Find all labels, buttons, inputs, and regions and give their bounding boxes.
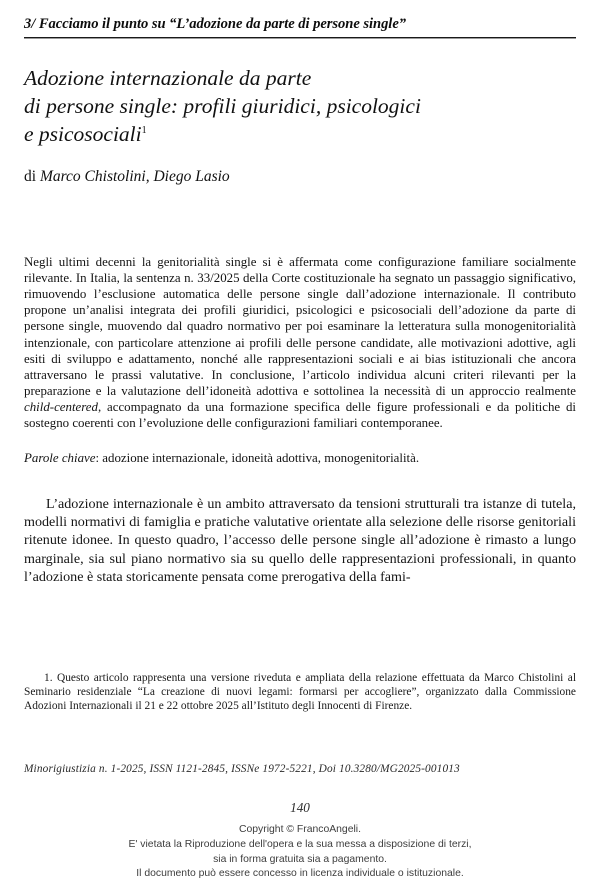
running-header: 3/ Facciamo il punto su “L’adozione da parte di persone single” (24, 16, 406, 32)
byline-authors: Marco Chistolini, Diego Lasio (39, 167, 230, 185)
abstract-part-1: Negli ultimi decenni la genitorialità single si è affermata come configurazione familiare socialmente rilevante. In Italia, la sentenza n. 33/2025 della Corte costituzionale ha segnato un passaggio significativo, rimuovendo l’esclusione automatica delle persone single dall’adozione internazionale. Il contributo propone un’analisi integrata dei profili giuridici, psicologici e psicosociali dell’adozione da parte di persone single, muovendo dal quadro normativo per poi esaminare la letteratura sulla monogenitorialità intenzionale, con particolare attenzione ai profili delle persone candidate, alle motivazioni adottive, agli esiti di sviluppo e adattamento, nonché alle rappresentazioni sociali e ai bias istituzionali che ancora attraversano le prassi valutative. In conclusione, l’articolo individua alcuni criteri rilevanti per la preparazione e la valutazione dell’idoneità adottiva e sottolinea la necessità di un approccio realmente (24, 254, 576, 399)
keywords-separator: : (95, 450, 103, 465)
byline (24, 168, 576, 186)
keywords-label: Parole chiave (24, 450, 96, 465)
copyright-line-1: Copyright © FrancoAngeli. (238, 824, 361, 835)
copyright-line-4: Il documento può essere concesso in licenza individuale o istituzionale. (136, 868, 464, 880)
footnote-1: 1. Questo articolo rappresenta una versione riveduta e ampliata della relazione effettuata da Marco Chistolini al Seminario residenziale “La creazione di nuovi legami: formarsi per accogliere”, organizzato dalla Commissione Adozioni Internazionali il 21 e 22 ottobre 2025 all’Istituto degli Innocenti di Firenze. (24, 672, 576, 712)
article-title-line-2: di persone single: profili giuridici, psicologici (24, 93, 421, 118)
abstract-part-2: , accompagnato da una formazione specifica delle figure professionali e da politiche di sostegno coerenti con l’evoluzione delle configurazioni familiari contemporanee. (24, 400, 576, 431)
title-footnote-marker: 1 (141, 124, 147, 136)
article-title (24, 65, 576, 149)
keywords-values: adozione internazionale, idoneità adottiva, monogenitorialità. (102, 450, 420, 465)
copyright-line-3: sia in forma gratuita sia a pagamento. (213, 853, 387, 865)
byline-lead: di (24, 167, 40, 185)
article-title-line-3-text: e psicosociali (24, 121, 142, 146)
keywords-line (24, 450, 576, 466)
article-title-line-1: Adozione internazionale da parte (24, 65, 312, 90)
journal-citation-line: Minorigiustizia n. 1-2025, ISSN 1121-2845, ISSNe 1972-5221, Doi 10.3280/MG2025-001013 (24, 763, 460, 775)
abstract (24, 254, 576, 432)
abstract-italic-term: child-centered (24, 400, 98, 415)
copyright-line-2: E' vietata la Riproduzione dell'opera e la sua messa a disposizione di terzi, (128, 838, 472, 850)
article-title-line-3 (24, 121, 576, 149)
copyright-notice (0, 823, 600, 882)
page-number: 140 (290, 800, 310, 815)
header-rule (24, 37, 576, 39)
body-paragraph-1: L’adozione internazionale è un ambito attraversato da tensioni strutturali tra istanze di tutela, modelli normativi di famiglia e pratiche valutative orientate alla selezione delle risorse genitoriali ritenute idonee. In questo quadro, l’accesso delle persone single all’adozione è rimasto a lungo marginale, sia sul piano normativo sia su quello delle rappresentazioni professionali, in quanto l’adozione è stata storicamente pensata come prerogativa della fami- (24, 495, 576, 585)
